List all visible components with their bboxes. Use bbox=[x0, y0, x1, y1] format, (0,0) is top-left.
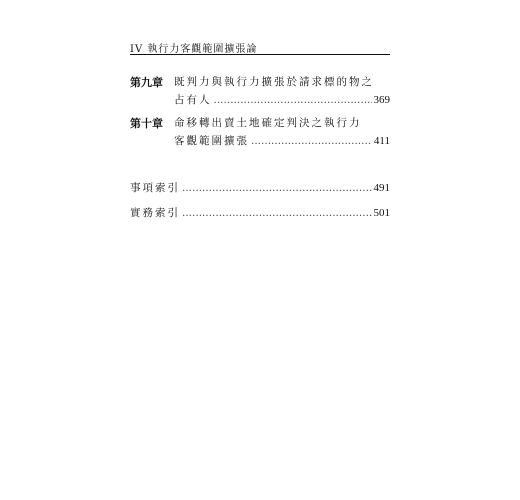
chapter-label: 第九章 bbox=[130, 76, 163, 89]
chapter-title-text: 客觀範圍擴張 bbox=[174, 135, 249, 147]
chapter-title-line-1 bbox=[174, 115, 390, 130]
dot-leader bbox=[251, 135, 372, 147]
page-number: 491 bbox=[373, 182, 390, 194]
toc-entry-practice-index[interactable] bbox=[130, 205, 390, 221]
chapter-title-line-2 bbox=[174, 133, 390, 148]
running-head: IV 執行力客觀範圍擴張論 bbox=[130, 44, 258, 55]
toc-entry-subject-index[interactable] bbox=[130, 180, 390, 196]
index-line bbox=[130, 180, 390, 195]
dot-leader bbox=[182, 182, 372, 194]
toc-entry-chapter-9[interactable] bbox=[130, 74, 390, 114]
chapter-title-text: 占有人 bbox=[174, 94, 212, 106]
page-number: 411 bbox=[373, 135, 390, 147]
dot-leader bbox=[182, 207, 372, 219]
index-label: 事項索引 bbox=[130, 182, 180, 194]
chapter-title-line-2 bbox=[174, 92, 390, 107]
page-number: 369 bbox=[373, 94, 390, 106]
chapter-title-text: 既判力與執行力擴張於請求標的物之 bbox=[174, 76, 374, 88]
header-rule bbox=[130, 54, 390, 55]
index-line bbox=[130, 205, 390, 220]
chapter-title-line-1 bbox=[174, 74, 390, 89]
index-label: 實務索引 bbox=[130, 207, 180, 219]
chapter-title-text: 命移轉出賣土地確定判決之執行力 bbox=[174, 117, 362, 129]
dot-leader bbox=[214, 94, 372, 106]
chapter-label: 第十章 bbox=[130, 117, 163, 130]
page-number: 501 bbox=[373, 207, 390, 219]
toc-entry-chapter-10[interactable] bbox=[130, 115, 390, 155]
